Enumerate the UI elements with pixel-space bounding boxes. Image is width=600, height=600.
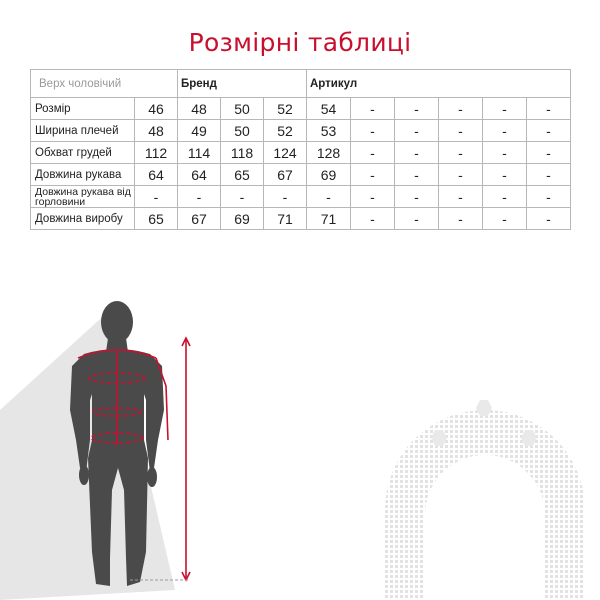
table-cell: 118 <box>221 142 264 164</box>
table-cell: - <box>395 142 439 164</box>
article-header: Артикул <box>307 70 571 98</box>
table-cell: 48 <box>178 98 221 120</box>
table-cell: 52 <box>264 98 307 120</box>
table-cell: - <box>439 142 483 164</box>
table-cell: - <box>439 164 483 186</box>
table-cell: - <box>527 142 571 164</box>
table-cell: 46 <box>135 98 178 120</box>
table-cell: 50 <box>221 120 264 142</box>
table-cell: - <box>221 186 264 208</box>
table-cell: - <box>483 142 527 164</box>
ornament-wreath-icon <box>365 360 600 600</box>
table-row <box>31 164 571 186</box>
table-cell: - <box>527 120 571 142</box>
table-cell: 49 <box>178 120 221 142</box>
table-cell: 54 <box>307 98 351 120</box>
table-cell: - <box>483 120 527 142</box>
row-label: Обхват грудей <box>31 142 135 164</box>
table-cell: - <box>307 186 351 208</box>
table-cell: 124 <box>264 142 307 164</box>
table-cell: 52 <box>264 120 307 142</box>
table-cell: 69 <box>307 164 351 186</box>
table-cell: - <box>527 98 571 120</box>
table-cell: 67 <box>178 208 221 230</box>
table-cell: 53 <box>307 120 351 142</box>
table-cell: - <box>483 164 527 186</box>
table-cell: - <box>351 142 395 164</box>
table-cell: - <box>439 120 483 142</box>
brand-header: Бренд <box>178 70 307 98</box>
table-cell: 114 <box>178 142 221 164</box>
table-cell: - <box>527 164 571 186</box>
page-title: Розмірні таблиці <box>188 28 412 57</box>
table-cell: - <box>439 208 483 230</box>
row-label: Довжина рукава <box>31 164 135 186</box>
table-row <box>31 142 571 164</box>
table-cell: - <box>483 98 527 120</box>
table-cell: - <box>527 186 571 208</box>
row-label: Довжина рукава від горловини <box>31 186 135 208</box>
body-figure <box>0 290 320 600</box>
table-cell: 64 <box>135 164 178 186</box>
table-cell: - <box>395 120 439 142</box>
table-cell: - <box>395 208 439 230</box>
table-cell: - <box>395 98 439 120</box>
table-cell: 64 <box>178 164 221 186</box>
table-cell: - <box>527 208 571 230</box>
table-cell: - <box>135 186 178 208</box>
row-label: Довжина виробу <box>31 208 135 230</box>
table-cell: - <box>351 164 395 186</box>
table-row <box>31 120 571 142</box>
table-cell: - <box>351 98 395 120</box>
size-table <box>30 69 571 230</box>
table-header-row <box>31 70 571 98</box>
table-cell: 65 <box>135 208 178 230</box>
table-row <box>31 186 571 208</box>
table-cell: - <box>178 186 221 208</box>
table-cell: - <box>483 208 527 230</box>
table-cell: 65 <box>221 164 264 186</box>
row-label: Ширина плечей <box>31 120 135 142</box>
row-label: Розмір <box>31 98 135 120</box>
table-cell: - <box>439 98 483 120</box>
table-cell: 71 <box>307 208 351 230</box>
table-cell: 71 <box>264 208 307 230</box>
table-cell: 50 <box>221 98 264 120</box>
table-cell: 128 <box>307 142 351 164</box>
table-cell: - <box>483 186 527 208</box>
table-cell: - <box>395 186 439 208</box>
table-cell: - <box>395 164 439 186</box>
table-cell: - <box>351 120 395 142</box>
table-cell: - <box>439 186 483 208</box>
table-body <box>31 98 571 230</box>
table-row <box>31 208 571 230</box>
table-cell: 48 <box>135 120 178 142</box>
table-cell: 112 <box>135 142 178 164</box>
table-cell: 69 <box>221 208 264 230</box>
table-cell: - <box>351 208 395 230</box>
table-cell: 67 <box>264 164 307 186</box>
table-cell: - <box>351 186 395 208</box>
table-row <box>31 98 571 120</box>
table-cell: - <box>264 186 307 208</box>
category-header: Верх чоловічий <box>31 70 178 98</box>
